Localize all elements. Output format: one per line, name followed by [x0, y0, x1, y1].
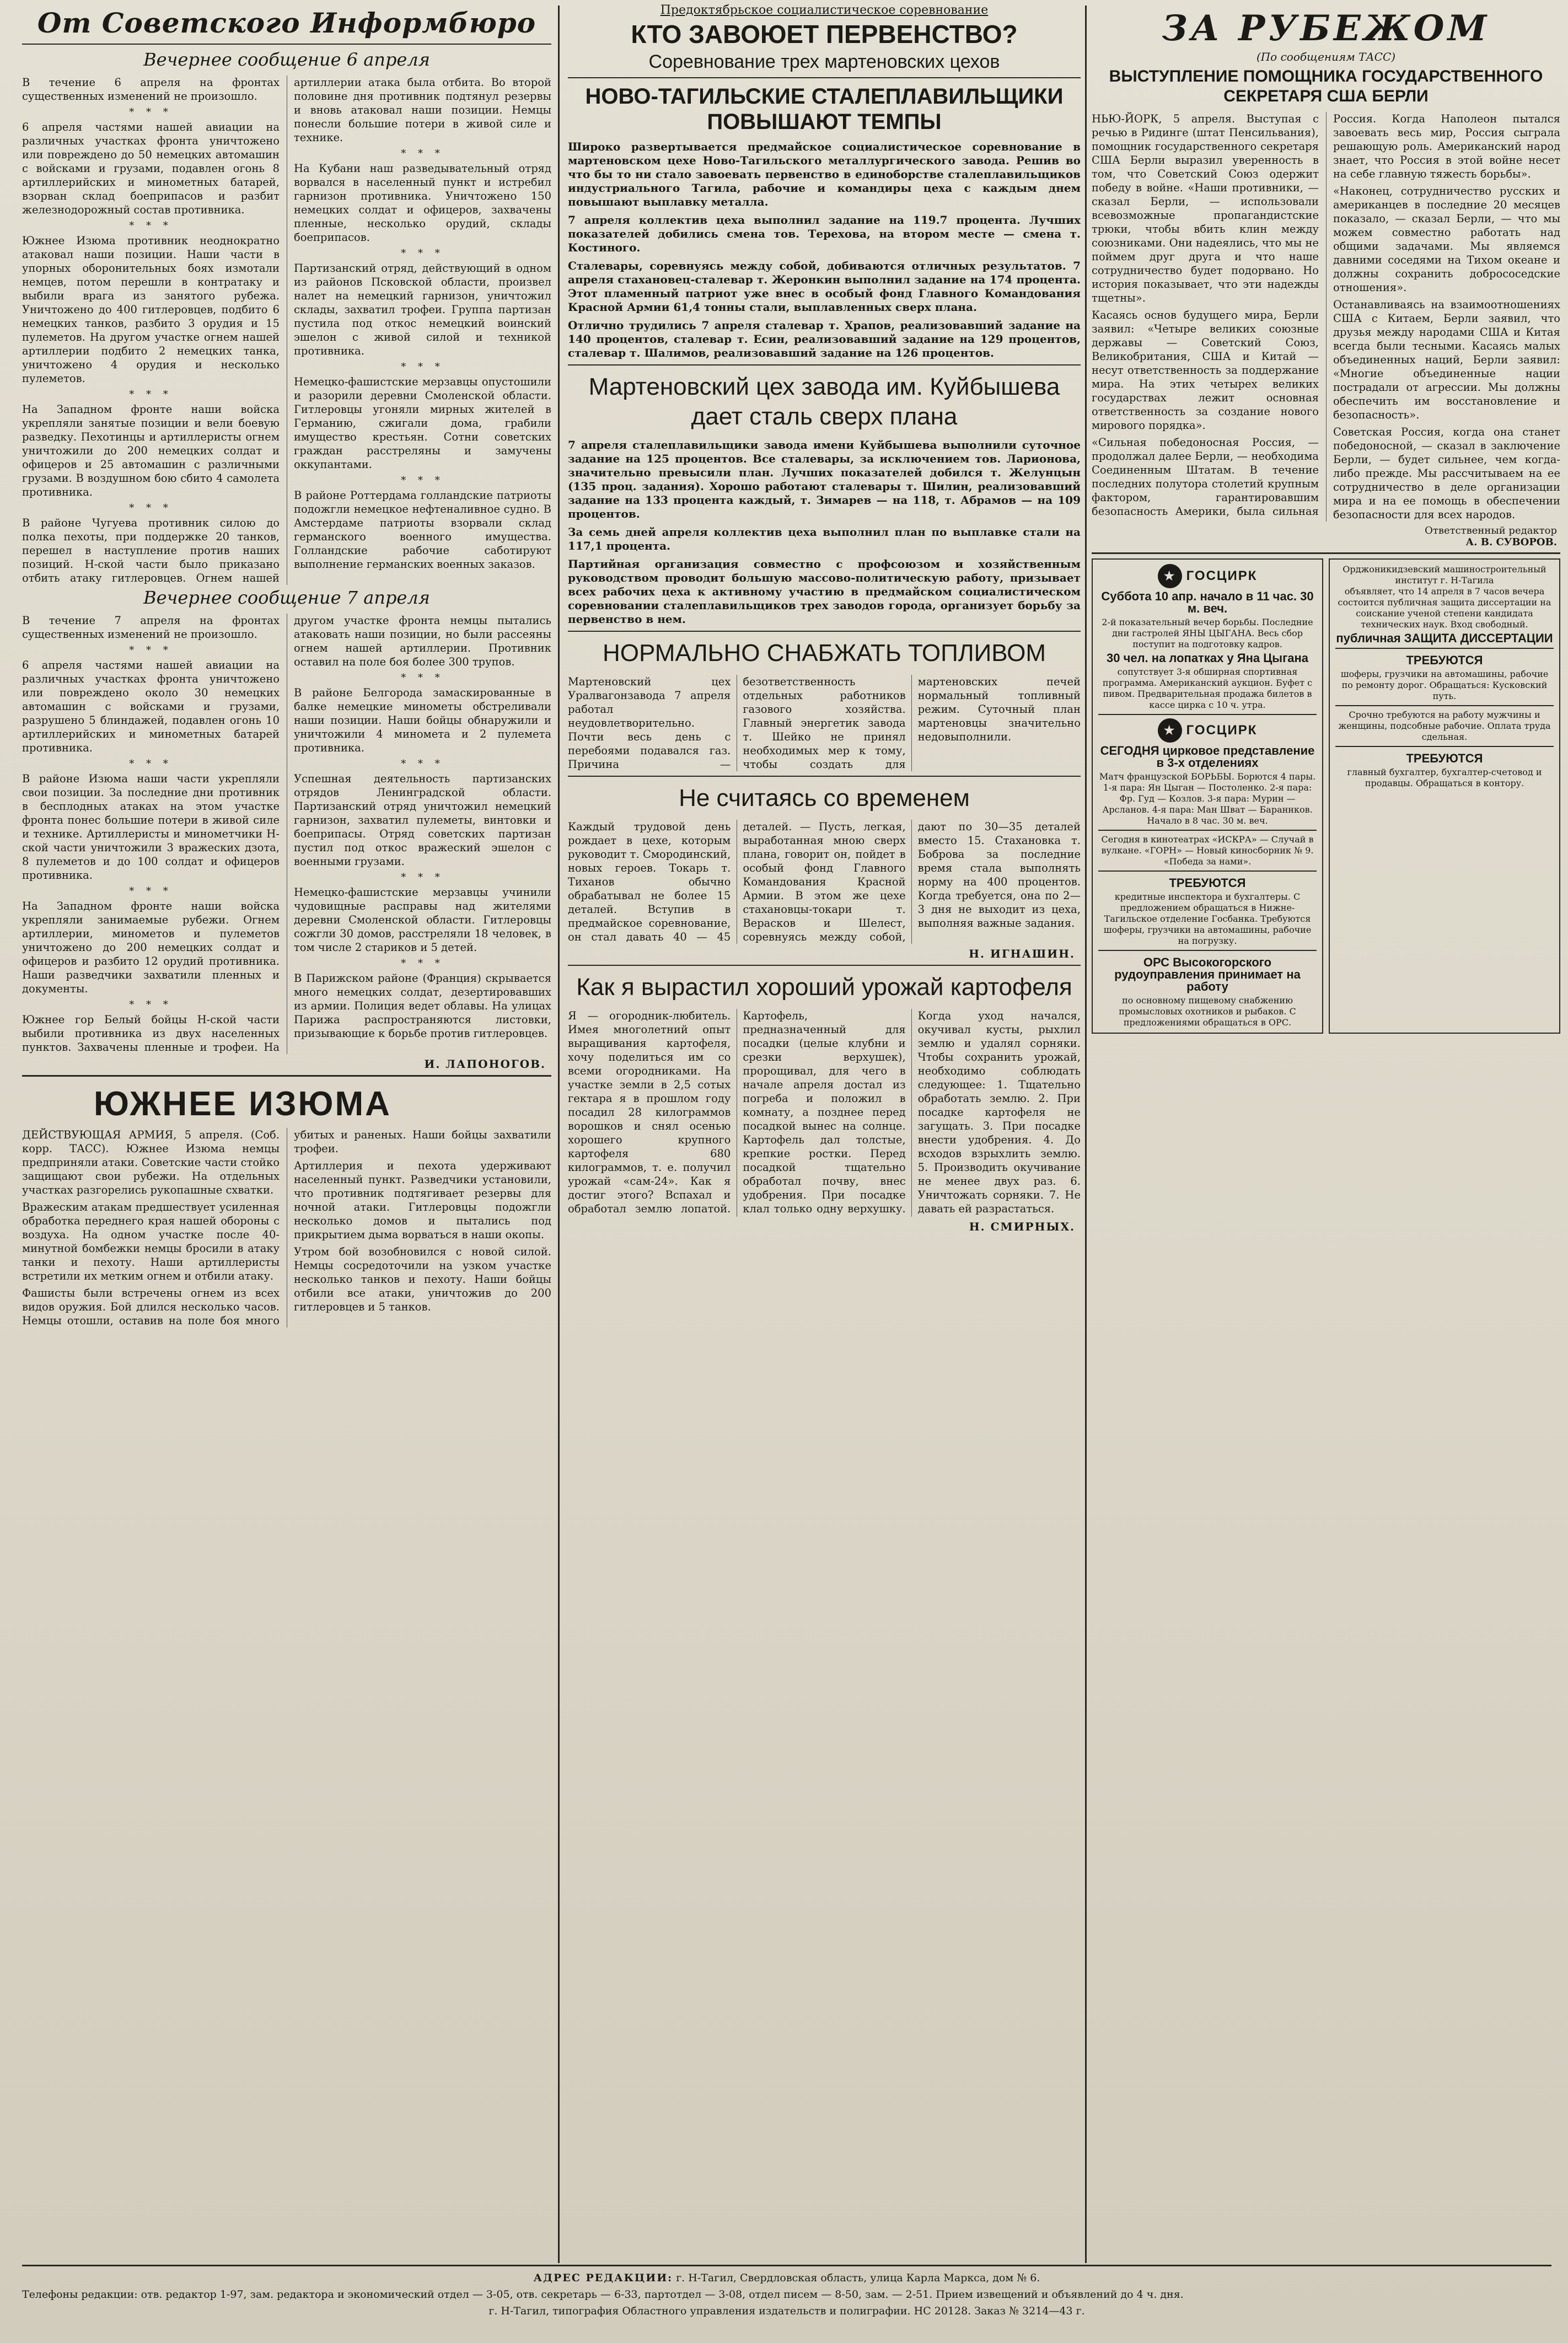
fuel-body [568, 675, 1081, 771]
ad-circus2-head: СЕГОДНЯ цирковое представление в 3-х отделениях [1100, 744, 1315, 770]
column-abroad [1092, 0, 1560, 2260]
paragraph: Партийная организация совместно с профсоюзом и хозяйственным руководством проводит большую массово-политическую работу, призывает всех рабочих цеха к активному участию в предмайском социалистическом соревновании сталеплавильщиков трех заводов города, организует борьбу за первенство в нем. [568, 557, 1081, 626]
separator-stars: * * * [129, 220, 173, 232]
column-informburo [22, 0, 551, 2260]
paragraph: В Парижском районе (Франция) скрывается много немецких солдат, дезертировавших из армии. Полиция ведет облавы. На улицах Парижа распространяются листовки, призывающие к борьбе против гитлеровцев. [294, 972, 551, 1040]
paragraph: Партизанский отряд, действующий в одном из районов Псковской области, произвел налет на немецкий гарнизон, уничтожил склады, захватил трофеи. Группа партизан пустила под откос немецкий воинский эшелон с живой силой и техникой противника. [294, 262, 551, 357]
evening-report-7-title: Вечернее сообщение 7 апреля [143, 587, 430, 608]
paragraph: «Сильная победоносная Россия, — продолжал далее Берли, — необходима Соединенным Штатам. В течение последних полутора столетий крупным фактором, гарантировавшим безопасность Америки, была сильная Россия. Когда Наполеон пытался завоевать весь мир, Россия сыграла решающую роль. Американский народ знает, что Россия в этой войне несет на себе главную тяжесть борьбы». [1092, 112, 1560, 518]
separator-stars: * * * [401, 361, 444, 373]
ad-jobs-head: ТРЕБУЮТСЯ [1169, 876, 1246, 890]
potato-body [568, 1009, 1081, 1217]
ad-circus-sub: сопутствует 3-я обширная спортивная программа. Американский аукцион. Буфет с пивом. Предварительная продажа билетов в кассе цирка с 10 ч. утра. [1102, 667, 1313, 710]
paragraph: Немецко-фашистские мерзавцы опустошили и разорили деревни Смоленской области. Гитлеровцы угоняли мирных жителей в Германию, сжигали дома, грабили имущество крестьян. Сотни советских граждан расстреляны и замучены оккупантами. [294, 375, 551, 471]
paragraph: Останавливаясь на взаимоотношениях США с Китаем, Берли заявил, что друзья между народами США и Китая всегда были тесными. Касаясь малых объединенных наций, Берли заявил: «Многие объединенные нации пострадали от агрессии. Мы должны обеспечить им восстановление и безопасность». [1333, 298, 1560, 421]
ad-circus2-brand [1098, 718, 1317, 743]
ad-circus-show: 30 чел. на лопатках у Яна Цыгана [1106, 651, 1309, 665]
south-izyum-body [22, 1128, 551, 1328]
ad-need-body: шоферы, грузчики на автомашины, рабочие по ремонту дорог. Обращаться: Кусковский путь. [1340, 669, 1549, 701]
ad-circus-brand [1098, 564, 1317, 588]
section-title-informburo: От Советского Информбюро [37, 7, 536, 39]
author-signature: Н. ИГНАШИН. [969, 947, 1075, 960]
paragraph: Вражеским атакам предшествует усиленная обработка переднего края нашей обороны с воздуха. На одном участке после 40-минутной бомбежки немцы бросили в атаку танки и пехоту. Наши артиллеристы встретили их метким огнем и отбили атаку. [22, 1201, 280, 1282]
paragraph: Советская Россия, когда она станет победоносной, — сказал в заключение Берли, — будет сильнее, чем когда-либо прежде. Мы рассчитываем на ее сотрудничество в деле организации мира и на ее помощь в обеспечении безопасности для всех народов. [1333, 426, 1560, 521]
article-title-south-izyum: ЮЖНЕЕ ИЗЮМА [94, 1085, 391, 1123]
divider [22, 44, 551, 45]
subheadline: Соревнование трех мартеновских цехов [648, 51, 1000, 72]
author-signature: Н. СМИРНЫХ. [969, 1220, 1075, 1233]
paragraph: Успешная деятельность партизанских отрядов Ленинградской области. Партизанский отряд уничтожил немецкий гарнизон, захватил пулеметы, винтовки и боеприпасы. Отряд советских партизан пустил под откос вражеский эшелон с военными грузами. [294, 772, 551, 868]
ad-need-head: ТРЕБУЮТСЯ [1406, 653, 1483, 667]
article-title-berle: ВЫСТУПЛЕНИЕ ПОМОЩНИКА ГОСУДАРСТВЕННОГО СЕКРЕТАРЯ США БЕРЛИ [1109, 67, 1543, 105]
ad-institute-head: Орджоникидзевский машиностроительный институт г. Н-Тагила [1343, 564, 1546, 585]
separator-stars: * * * [401, 475, 444, 486]
ad-need3-head: ТРЕБУЮТСЯ [1406, 751, 1483, 765]
ad-institute-body: объявляет, что 14 апреля в 7 часов вечера состоится публичная защита диссертации на соискание ученой степени кандидата технических наук. Вход свободный. [1338, 586, 1551, 630]
paragraph: 7 апреля сталеплавильщики завода имени Куйбышева выполнили суточное задание на 125 процентов. Все сталевары, за исключением тов. Ларионова, значительно превысили план. Лучших показателей добился т. Желунцын (135 проц. задания). Хорошо работают сталевары т. Шилин, реализовавший задание на 133 процента каждый, т. Зимарев — на 118, т. Абрамов — на 109 процентов. [568, 438, 1081, 520]
paragraph: Мартеновский цех Уралвагонзавода 7 апреля работал неудовлетворительно. Почти весь день с перебоями подавался газ. Причина — безответственность отдельных работников газового хозяйства. Главный энергетик завода т. Шейко не принял необходимых мер к тому, чтобы создать для мартеновских печей нормальный топливный режим. Суточный план мартеновцы значительно недовыполнили. [568, 675, 1081, 771]
ad-orse-head: ОРС Высокогорского рудоуправления принимает на работу [1114, 955, 1301, 993]
paragraph: На Кубани наш разведывательный отряд ворвался в населенный пункт и истребил гарнизон противника. Уничтожено 150 немецких солдат и офицеров, захвачены пленные, несколько орудий, склады боеприпасов. [294, 162, 551, 244]
headline: КТО ЗАВОЮЕТ ПЕРВЕНСТВО? [631, 20, 1018, 49]
separator-stars: * * * [401, 872, 444, 883]
footer-address-line [22, 2270, 1551, 2286]
ad-circus2-body: Матч французской БОРЬБЫ. Борются 4 пары. 1-я пара: Ян Цыган — Постоленко. 2-я пара: Фр. Гуд — Козлов. 3-я пара: Мурин — Арсланов. 4-я пара: Ман Шват — Бараннков. Начало в 8 час. 30 м. веч. [1099, 771, 1316, 826]
separator-stars: * * * [401, 758, 444, 770]
ad-need-2: Срочно требуются на работу мужчины и женщины, подсобные рабочие. Оплата труда сдельная. [1335, 705, 1554, 743]
article-title-fuel: НОРМАЛЬНО СНАБЖАТЬ ТОПЛИВОМ [602, 640, 1046, 667]
article-title-kuibyshev: Мартеновский цех завода им. Куйбышева дает сталь сверх плана [588, 373, 1060, 430]
report-6-body [22, 76, 551, 585]
ad-need-3 [1335, 746, 1554, 789]
ad-circus-brand-text: ГОСЦИРК [1186, 568, 1258, 583]
paragraph: ДЕЙСТВУЮЩАЯ АРМИЯ, 5 апреля. (Соб. корр. ТАСС). Южнее Изюма немцы предприняли атаки. Советские части стойко защищают свои рубежи. На отдельных участках разгорелись рукопашные схватки. [22, 1128, 280, 1196]
paragraph: Фашисты были встречены огнем из всех видов оружия. Бой длился несколько часов. Немцы отошли, оставив на поле боя много убитых и раненых. Наши бойцы захватили трофеи. [22, 1128, 551, 1327]
paragraph: 6 апреля частями нашей авиации на различных участках фронта уничтожено или повреждено до 50 немецких автомашин с войсками и грузами, подавлен огонь 8 артиллерийских и минометных батарей, взорван склад боеприпасов и разбит железнодорожный состав противника. [22, 121, 280, 216]
separator-stars: * * * [401, 148, 444, 159]
separator-stars: * * * [129, 389, 173, 400]
paragraph: В районе Роттердама голландские патриоты подожгли немецкое нефтеналивное судно. В Амстердаме патриоты взорвали склад германского военного имущества. Голландские рабочие саботируют выполнение германских военных заказов. [294, 489, 551, 571]
paragraph: В течение 6 апреля на фронтах существенных изменений не произошло. [22, 76, 280, 103]
section-title-abroad: ЗА РУБЕЖОМ [1162, 8, 1490, 49]
berle-body [1092, 112, 1560, 522]
column-rule [558, 6, 560, 2263]
column-competition [568, 0, 1081, 2260]
paragraph: Артиллерия и пехота удерживают населенный пункт. Разведчики установили, что противник подтягивает резервы для ночной атаки. Гитлеровцы подожгли несколько домов и пытались под прикрытием дыма ворваться в наши окопы. [294, 1159, 551, 1241]
ad-dissertation: публичная ЗАЩИТА ДИССЕРТАЦИИ [1336, 631, 1553, 645]
divider [568, 364, 1081, 366]
article-lead: Широко развертывается предмайское социалистическое соревнование в мартеновском цехе Ново-Тагильского металлургического завода. Решив во что бы то ни стало завоевать первенство в единоборстве сталеплавильщиков индустриального Тагила, рабочие и командиры цеха с каждым днем повышают выплавку металла. [568, 140, 1081, 208]
paragraph: В районе Белгорода замаскированные в балке немецкие минометы обстреливали наши позиции. Наши бойцы обнаружили и уничтожили 4 миномета и 2 пулемета противника. [294, 686, 551, 754]
circus-logo-icon: ★ [1158, 564, 1182, 588]
paragraph: «Наконец, сотрудничество русских и американцев в последние 20 месяцев показало, — сказал Берли, — что мы можем совместно работать над общими задачами. Мы являемся давними соседями на Тихом океане и должны сохранить добрососедские отношения». [1333, 185, 1560, 294]
paragraph: В районе Чугуева противник силою до полка пехоты, при поддержке 20 танков, перешел в наступление против наших позиций. Н-ской части было приказано отбить атаку гитлеровцев. Огнем нашей артиллерии атака была отбита. Во второй половине дня противник подтянул резервы и вновь атаковал наши позиции. Немцы понесли большие потери в живой силе и технике. [22, 76, 551, 584]
paragraph: На Западном фронте наши войска укрепляли занимаемые рубежи. Огнем артиллерии, минометов и пулеметов уничтожено до 200 немецких солдат и офицеров и разбито 12 орудий противника. Наши разведчики захватили пленных и документы. [22, 900, 280, 995]
article-title-no-time: Не считаясь со временем [679, 784, 970, 812]
ad-orse [1098, 950, 1317, 1028]
footer-address: г. Н-Тагил, Свердловская область, улица Карла Маркса, дом № 6. [676, 2272, 1040, 2284]
ad-need [1335, 648, 1554, 702]
ad-circus-2 [1098, 714, 1317, 826]
kicker: Предоктябрьское социалистическое соревнование [660, 3, 989, 17]
footer-address-label: АДРЕС РЕДАКЦИИ: [533, 2272, 673, 2284]
separator-stars: * * * [129, 999, 173, 1011]
ad-jobs-body: кредитные инспектора и бухгалтеры. С предложением обращаться в Нижне-Тагильское отделение Госбанка. Требуются шоферы, грузчики на автомашины, рабочие на погрузку. [1103, 891, 1312, 946]
separator-stars: * * * [129, 106, 173, 118]
divider [568, 631, 1081, 632]
separator-stars: * * * [129, 885, 173, 897]
paragraph: На Западном фронте наши войска укрепляли занятые позиции и вели боевую разведку. Пехотинцы и артиллеристы огнем уничтожили до 200 немецких солдат и офицеров и 25 автомашин с различными грузами. В воздушном бою сбито 4 самолета противника. [22, 403, 280, 498]
paragraph: 7 апреля коллектив цеха выполнил задание на 119.7 процента. Лучших показателей добились смена тов. Терехова, на втором месте — смена т. Костиного. [568, 213, 1081, 254]
divider [22, 1075, 551, 1077]
paragraph: 6 апреля частями нашей авиации на различных участках фронта уничтожено или повреждено около 30 немецких автомашин с войсками и грузами, разрушено 5 блиндажей, подавлен огонь 10 артиллерийских и минометных батарей противника. [22, 659, 280, 754]
source-note: (По сообщениям ТАСС) [1256, 50, 1396, 63]
ads-right [1329, 558, 1560, 1034]
article-title-potato: Как я вырастил хороший урожай картофеля [576, 974, 1072, 1001]
advertisements [1092, 558, 1560, 1034]
ad-circus-body: 2-й показательный вечер борьбы. Последние дни гастролей ЯНЫ ЦЫГАНА. Весь сбор поступит на подготовку кадров. [1102, 617, 1313, 649]
separator-stars: * * * [129, 758, 173, 770]
circus-logo-icon: ★ [1158, 718, 1182, 743]
ad-cinema: Сегодня в кинотеатрах «ИСКРА» — Случай в вулкане. «ГОРН» — Новый киносборник № 9. «Победа за нами». [1098, 830, 1317, 867]
separator-stars: * * * [401, 672, 444, 684]
editor-name: А. В. СУВОРОВ. [1465, 536, 1557, 548]
author-signature: И. ЛАПОНОГОВ. [424, 1057, 546, 1071]
footer-phones: Телефоны редакции: отв. редактор 1-97, зам. редактора и экономический отдел — 3-05, отв. секретарь — 6-33, партотдел — 3-08, отдел писем — 8-50, зам. — 2-51. Прием извещений и объявлений до 4 ч. дня. [22, 2288, 1184, 2301]
column-rule [1085, 6, 1087, 2263]
divider [568, 77, 1081, 78]
footer-print: г. Н-Тагил, типография Областного управления издательств и полиграфии. НС 20128. Заказ № 3214—43 г. [488, 2305, 1085, 2317]
paragraph: В течение 7 апреля на фронтах существенных изменений не произошло. [22, 614, 280, 641]
divider [568, 776, 1081, 777]
article-title-tagil: НОВО-ТАГИЛЬСКИЕ СТАЛЕПЛАВИЛЬЩИКИ ПОВЫШАЮТ ТЕМПЫ [585, 84, 1064, 134]
ad-need3-body: главный бухгалтер, бухгалтер-счетовод и продавцы. Обращаться в контору. [1347, 767, 1542, 788]
paragraph: Каждый трудовой день рождает в цехе, которым руководит т. Смородинский, новых героев. Токарь т. Тиханов обычно обрабатывал не более 15 деталей. Вступив в предмайское соревнование, он стал давать 40 — 45 деталей. — Пусть, легкая, выработанная мною сверх плана, говорит он, пойдет в особый фонд Главного Командования Красной Армии. В этом же цехе стахановцы-токари т. Верасков и Шелест, соревнуясь между собой, дают по 30—35 деталей вместо 15. Стахановка т. Боброва за последние время стала выполнять норму на 400 процентов. Когда требуется, она по 2—3 дня не выходит из цеха, выполняя важные задания. [568, 820, 1081, 943]
no-time-body [568, 820, 1081, 944]
editor-label: Ответственный редактор [1425, 525, 1557, 536]
separator-stars: * * * [401, 958, 444, 969]
imprint-footer [22, 2265, 1551, 2341]
paragraph: Южнее Изюма противник неоднократно атаковал наши позиции. Наши части в упорных оборонительных боях измотали немцев, потом перешли в контратаку и выбили врага из занятого рубежа. Уничтожено до 400 гитлеровцев, подбито 6 немецких танков, разбито 3 орудия и 15 пулеметов. На другом участке огнем нашей артиллерии подбито 2 немецких танка, уничтожено 4 орудия и несколько пулеметов. [22, 234, 280, 385]
ad-circus2-brand-text: ГОСЦИРК [1186, 723, 1258, 738]
paragraph: Немецко-фашистские мерзавцы учинили чудовищные расправы над жителями деревни Смоленской области. Гитлеровцы сожгли 30 домов, расстреляли 18 человек, в том числе 2 стариков и 5 детей. [294, 886, 551, 954]
paragraph: В районе Изюма наши части укрепляли свои позиции. За последние дни противник в бесплодных атаках на этом участке фронта понес большие потери в живой силе и технике. Артиллеристы и минометчики Н-ской части уничтожили 3 вражеских дзота, 8 пулеметов и до 100 солдат и офицеров противника. [22, 772, 280, 882]
ad-orse-body: по основному пищевому снабжению промысловых охотников и рыбаков. С предложениями обращаться в ОРС. [1119, 995, 1296, 1028]
paragraph: Касаясь основ будущего мира, Берли заявил: «Четыре великих союзные державы — Советский Союз, Великобритания, США и Китай — несут ответственность за поддержание мира. На этих четырех великих государствах лежит основная ответственность за создание нового мирового порядка». [1092, 309, 1319, 432]
ad-jobs [1098, 870, 1317, 947]
report-7-body [22, 614, 551, 1054]
paragraph: НЬЮ-ЙОРК, 5 апреля. Выступая с речью в Ридинге (штат Пенсильвания), помощник государственного секретаря США Берли выразил уверенность в том, что Советский Союз одержит победу в войне. «Наши противники, — сказал Берли, — использовали всевозможные пропагандистские трюки, чтобы вбить клин между союзниками. Они надеялись, что мы не поймем друг друга и что наше сотрудничество будет подорвано. Но история показывает, что эти надежды тщетны». [1092, 112, 1319, 304]
paragraph: Отлично трудились 7 апреля сталевар т. Храпов, реализовавший задание на 140 процентов, сталевар т. Есин, реализовавший задание на 129 процентов, сталевар т. Шалимов, реализовавший задание на 126 процентов. [568, 319, 1081, 359]
paragraph: Сталевары, соревнуясь между собой, добиваются отличных результатов. 7 апреля стахановец-сталевар т. Жеронкин выполнил задание на 174 процента. Этот пламенный патриот уже внес в особый фонд Главного Командования Красной Армии 61,4 тонны стали, выплавленных сверх плана. [568, 259, 1081, 314]
paragraph: Я — огородник-любитель. Имея многолетний опыт выращивания картофеля, хочу поделиться им со всеми огородниками. На участке земли в 2,5 сотых гектара я в прошлом году посадил 28 килограммов ворошков и снял осенью хорошего крупного картофеля 680 килограммов, т. е. получил урожай «сам-24». Как я достиг этого? Вспахал и обработал землю лопатой. Картофель, предназначенный для посадки (целые клубни и срезки верхушек), пророщивал, для чего в начале апреля достал из погреба и положил в комнату, а позднее перед посадкой вынес на солнце. Картофель дал толстые, крепкие ростки. Перед посадкой тщательно обработал почву, внес удобрения. При посадке клал только одну верхушку. Когда уход начался, окучивал кусты, рыхлил землю и удалял сорняки. Чтобы сохранить урожай, необходимо соблюдать следующее: 1. Тщательно обработать землю. 2. При посадке картофеля не загущать. 3. При посадке внести удобрения. 4. До всходов взрыхлить землю. 5. Производить окучивание не менее двух раз. 6. Уничтожать сорняки. 7. Не давать ей разрастаться. [568, 1009, 1081, 1215]
evening-report-6-title: Вечернее сообщение 6 апреля [143, 49, 430, 70]
paragraph: Южнее гор Белый бойцы Н-ской части выбили противника из двух населенных пунктов. Захвачены пленные и трофеи. На другом участке фронта немцы пытались атаковать наши позиции, но были рассеяны огнем нашей артиллерии. Противник оставил на поле боя более 300 трупов. [22, 614, 551, 1054]
divider [1092, 552, 1560, 554]
separator-stars: * * * [129, 502, 173, 514]
editor-signature [1092, 525, 1557, 548]
separator-stars: * * * [129, 644, 173, 656]
ads-left [1092, 558, 1323, 1034]
divider [568, 965, 1081, 966]
separator-stars: * * * [401, 248, 444, 259]
ad-circus-head: Суббота 10 апр. начало в 11 час. 30 м. веч. [1101, 589, 1314, 615]
paragraph: Утром бой возобновился с новой силой. Немцы сосредоточили на узком участке несколько танков и пехоту. Наши бойцы отбили все атаки, уничтожив до 200 гитлеровцев и 5 танков. [294, 1245, 551, 1313]
paragraph: За семь дней апреля коллектив цеха выполнил план по выплавке стали на 117,1 процента. [568, 525, 1081, 552]
